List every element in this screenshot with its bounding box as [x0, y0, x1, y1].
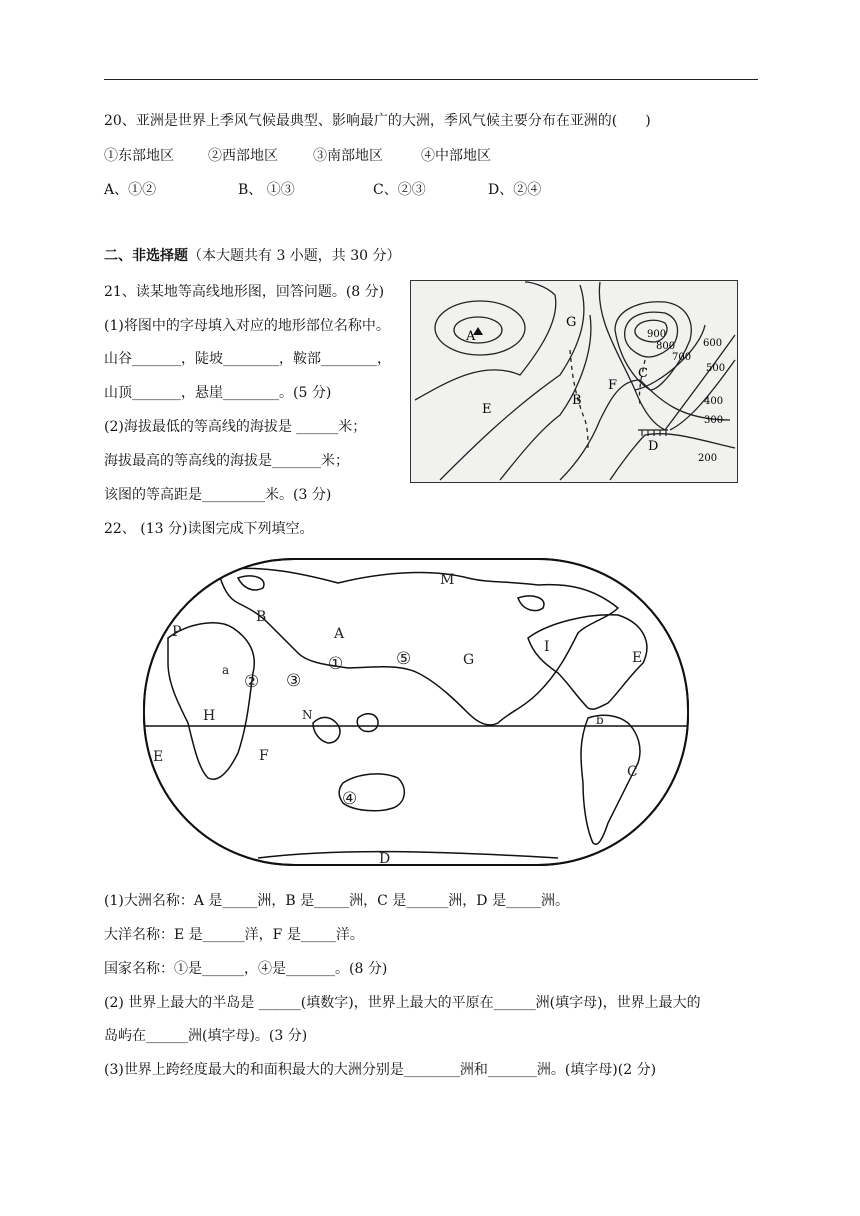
- section-note: （本大题共有 3 小题，共 30 分）: [188, 248, 401, 264]
- contour-label-200: 200: [698, 453, 718, 464]
- q20-item-3: ③南部地区: [313, 148, 383, 164]
- header-rule: [104, 79, 758, 80]
- world-label-d: D: [379, 851, 391, 867]
- world-label-5: ⑤: [396, 649, 412, 669]
- q22-line-1: (1)大洲名称：A 是_____洲，B 是_____洲，C 是______洲，D 是_____洲。: [104, 893, 569, 909]
- world-label-i: I: [544, 639, 550, 655]
- contour-label-e: E: [482, 402, 492, 417]
- q21-line-6: 该图的等高距是_________米。(3 分): [104, 487, 332, 503]
- world-label-e-west: E: [153, 749, 164, 765]
- q22-line-6: (3)世界上跨经度最大的和面积最大的大洲分别是________洲和_______洲。(填字母)(2 分): [104, 1062, 657, 1078]
- world-map: [138, 553, 694, 871]
- world-label-3: ③: [286, 671, 302, 691]
- contour-map: [410, 280, 738, 483]
- q22-line-2: 大洋名称：E 是______洋，F 是_____洋。: [104, 927, 364, 943]
- q20-option-a: A、①②: [104, 182, 157, 198]
- q21-stem: 21、读某地等高线地形图，回答问题。(8 分): [104, 284, 385, 300]
- world-label-4: ④: [342, 789, 358, 809]
- world-label-c: C: [627, 764, 638, 780]
- world-label-p: P: [172, 624, 182, 640]
- contour-label-800: 800: [656, 341, 676, 352]
- q20-item-2: ②西部地区: [208, 148, 278, 164]
- world-label-m: M: [440, 572, 455, 588]
- q22-line-5: 岛屿在______洲(填字母)。(3 分): [104, 1028, 308, 1044]
- section-title: 二、非选择题: [104, 248, 188, 264]
- world-label-g: G: [463, 652, 475, 668]
- world-label-b: B: [256, 609, 267, 625]
- q22-line-3: 国家名称：①是______，④是_______。(8 分): [104, 961, 388, 977]
- contour-label-b: B: [572, 393, 582, 408]
- q20-option-c: C、②③: [373, 182, 426, 198]
- q21-line-5: 海拔最高的等高线的海拔是_______米；: [104, 453, 349, 469]
- world-label-2: ②: [244, 672, 260, 692]
- contour-label-500: 500: [706, 363, 726, 374]
- contour-label-300: 300: [704, 415, 724, 426]
- world-label-1: ①: [328, 654, 344, 674]
- contour-label-600: 600: [703, 338, 723, 349]
- contour-label-g: G: [566, 315, 577, 330]
- q22-line-4: (2) 世界上最大的半岛是 ______(填数字)，世界上最大的平原在______洲(填字母)，世界上最大的: [104, 995, 701, 1011]
- contour-label-700: 700: [672, 352, 692, 363]
- world-label-b-small: b: [596, 713, 604, 727]
- q20-item-1: ①东部地区: [104, 148, 174, 164]
- q20-option-d: D、②④: [488, 182, 542, 198]
- contour-label-a: A: [466, 329, 476, 344]
- contour-label-f: F: [608, 378, 618, 393]
- world-label-a: A: [334, 626, 345, 642]
- world-label-e-east: E: [632, 650, 643, 666]
- world-label-f: F: [259, 748, 269, 764]
- contour-label-d: D: [648, 439, 659, 454]
- q21-line-2: 山谷_______，陡坡________，鞍部________，: [104, 351, 391, 367]
- world-label-a-small: a: [222, 663, 230, 677]
- contour-label-900: 900: [647, 329, 667, 340]
- contour-label-c: C: [638, 366, 648, 381]
- q21-line-3: 山顶_______，悬崖________。(5 分): [104, 385, 332, 401]
- q22-stem: 22、 (13 分)读图完成下列填空。: [104, 521, 314, 537]
- q21-line-1: (1)将图中的字母填入对应的地形部位名称中。: [104, 318, 390, 334]
- q20-stem: 20、亚洲是世界上季风气候最典型、影响最广的大洲，季风气候主要分布在亚洲的( ): [104, 113, 651, 129]
- q21-line-4: (2)海拔最低的等高线的海拔是 ______米；: [104, 419, 367, 435]
- q20-item-4: ④中部地区: [421, 148, 491, 164]
- q20-option-b: B、 ①③: [238, 182, 295, 198]
- world-label-n: N: [302, 708, 313, 722]
- section-heading: [104, 245, 401, 265]
- world-label-h: H: [203, 708, 216, 724]
- contour-label-400: 400: [704, 396, 724, 407]
